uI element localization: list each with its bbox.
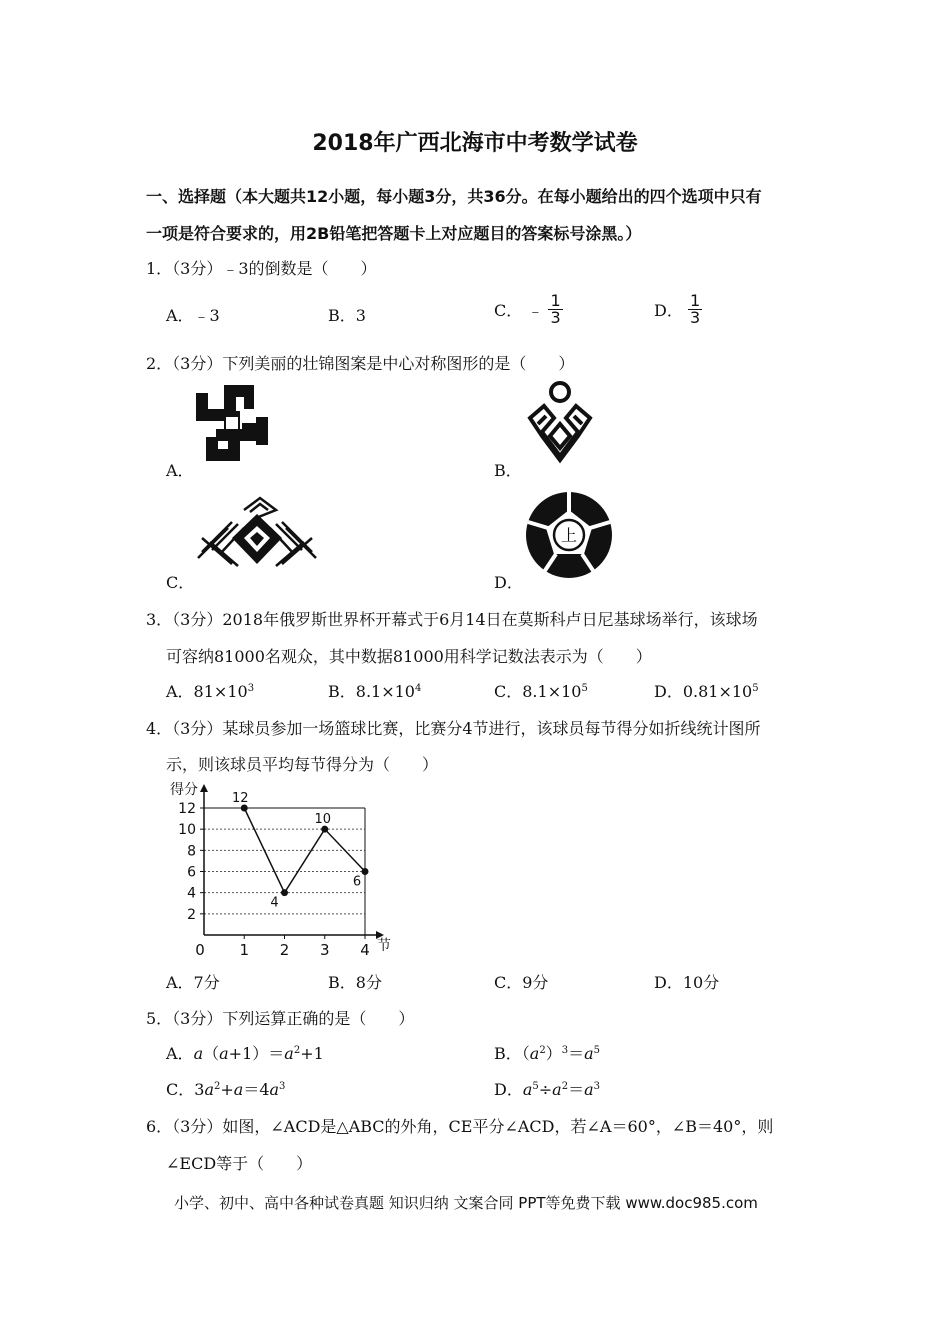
q3-stem-line1: 3．（3分）2018年俄罗斯世界杯开幕式于6月14日在莫斯科卢日尼基球场举行，该球场 — [146, 610, 758, 629]
q1-option-a: A．﹣3 — [166, 306, 220, 325]
chart-x-tick-label: 4 — [360, 941, 370, 958]
chart-data-label: 6 — [352, 874, 362, 890]
chart-data-label: 4 — [270, 895, 279, 911]
q3-a-exp: 3 — [247, 683, 255, 694]
q2-option-a: A． — [166, 461, 194, 480]
q1-c-numerator: 1 — [550, 291, 561, 310]
q2-pattern-a-image — [192, 383, 272, 463]
page-title: 2018年广西北海市中考数学试卷 — [312, 131, 638, 156]
q2-option-b: B． — [494, 461, 522, 480]
chart-y-tick-label: 8 — [187, 843, 196, 860]
q4-stem-line2: 示，则该球员平均每节得分为（ ） — [166, 755, 439, 774]
chart-y-tick-label: 2 — [187, 906, 196, 923]
q1-c-denominator: 3 — [550, 308, 561, 327]
q2-pattern-d-image — [524, 490, 614, 580]
chart-y-tick-label: 6 — [187, 864, 196, 881]
q2-option-c: C． — [166, 573, 195, 592]
q6-stem-line1: 6．（3分）如图，∠ACD是△ABC的外角，CE平分∠ACD，若∠A＝60°，∠B＝40°，则 — [146, 1117, 774, 1136]
chart-y-tick-label: 10 — [178, 822, 196, 839]
q2-pattern-b-image — [518, 380, 602, 464]
q1-c-sign: ﹣ — [527, 301, 544, 320]
q3-d-base: D．0.81×10 — [654, 682, 753, 701]
q2-pattern-c-image — [192, 494, 322, 576]
chart-y-axis-label: 得分 — [170, 782, 198, 798]
q2-d-glyph: 上 — [560, 526, 578, 545]
q4-option-d: D．10分 — [654, 973, 720, 992]
q5-option-a: A．$a(a+1)=a^2+1$ — [166, 1044, 324, 1063]
q4-stem-line1: 4．（3分）某球员参加一场篮球比赛，比赛分4节进行，该球员每节得分如折线统计图所 — [146, 719, 761, 738]
q1-d-numerator: 1 — [689, 291, 701, 310]
q3-a-base: A．81×10 — [166, 682, 248, 701]
chart-x-axis-label: 节 — [377, 938, 391, 954]
page-footer: 小学、初中、高中各种试卷真题 知识归纳 文案合同 PPT等免费下载 www.doc985.com — [174, 1194, 758, 1212]
chart-y-tick-label: 12 — [178, 801, 196, 817]
chart-data-point — [281, 889, 288, 896]
q3-d-exp: 5 — [752, 683, 759, 694]
q1-d-fraction — [688, 293, 702, 326]
chart-data-point — [362, 868, 369, 875]
q5-option-c: C．$3a^2+a=4a^3$ — [166, 1080, 286, 1099]
chart-y-tick-label: 4 — [187, 885, 196, 902]
q1-c-label: C． — [494, 301, 523, 320]
q3-c-exp: 5 — [581, 683, 588, 694]
q6-stem-line2: ∠ECD等于（ ） — [166, 1154, 313, 1173]
q3-c-base: C．8.1×10 — [494, 682, 582, 701]
score-line-chart — [160, 778, 400, 958]
chart-x-tick-label: 2 — [279, 941, 290, 958]
q2-option-d: D． — [494, 573, 523, 592]
chart-data-label: 10 — [314, 812, 332, 828]
q1-stem: 1．（3分）﹣3的倒数是（ ） — [146, 259, 377, 278]
chart-x-tick-label: 1 — [239, 941, 250, 958]
q3-option-a — [166, 679, 254, 702]
section-heading-line2: 一项是符合要求的，用2B铅笔把答题卡上对应题目的答案标号涂黑。） — [146, 224, 642, 243]
q3-b-base: B．8.1×10 — [328, 682, 415, 701]
section-heading-line1: 一、选择题（本大题共12小题，每小题3分，共36分。在每小题给出的四个选项中只有 — [146, 187, 762, 206]
q4-option-c: C．9分 — [494, 973, 549, 992]
chart-x-tick-label: 3 — [319, 941, 330, 958]
q5-option-d: D．$a^5\div a^2=a^3$ — [494, 1080, 601, 1099]
q1-d-denominator: 3 — [689, 308, 701, 327]
chart-x-tick-label: 0 — [195, 941, 205, 958]
chart-data-label: 12 — [231, 791, 249, 806]
q5-stem: 5．（3分）下列运算正确的是（ ） — [146, 1009, 415, 1028]
q1-c-fraction — [548, 293, 562, 326]
q1-option-c — [494, 293, 563, 326]
q5-option-b: B．$(a^2)^3=a^5$ — [494, 1044, 601, 1063]
q2-stem: 2．（3分）下列美丽的壮锦图案是中心对称图形的是（ ） — [146, 354, 575, 373]
q3-option-b — [328, 679, 421, 702]
q3-option-c — [494, 679, 588, 702]
q1-option-d — [654, 293, 702, 326]
q4-option-b: B．8分 — [328, 973, 382, 992]
q3-b-exp: 4 — [414, 683, 422, 694]
chart-y-axis-arrow — [200, 784, 208, 792]
q3-stem-line2: 可容纳81000名观众，其中数据81000用科学记数法表示为（ ） — [166, 647, 652, 666]
q1-option-b: B．3 — [328, 306, 366, 325]
q3-option-d — [654, 679, 759, 702]
q4-option-a: A．7分 — [166, 973, 220, 992]
q1-d-label: D． — [654, 301, 683, 320]
